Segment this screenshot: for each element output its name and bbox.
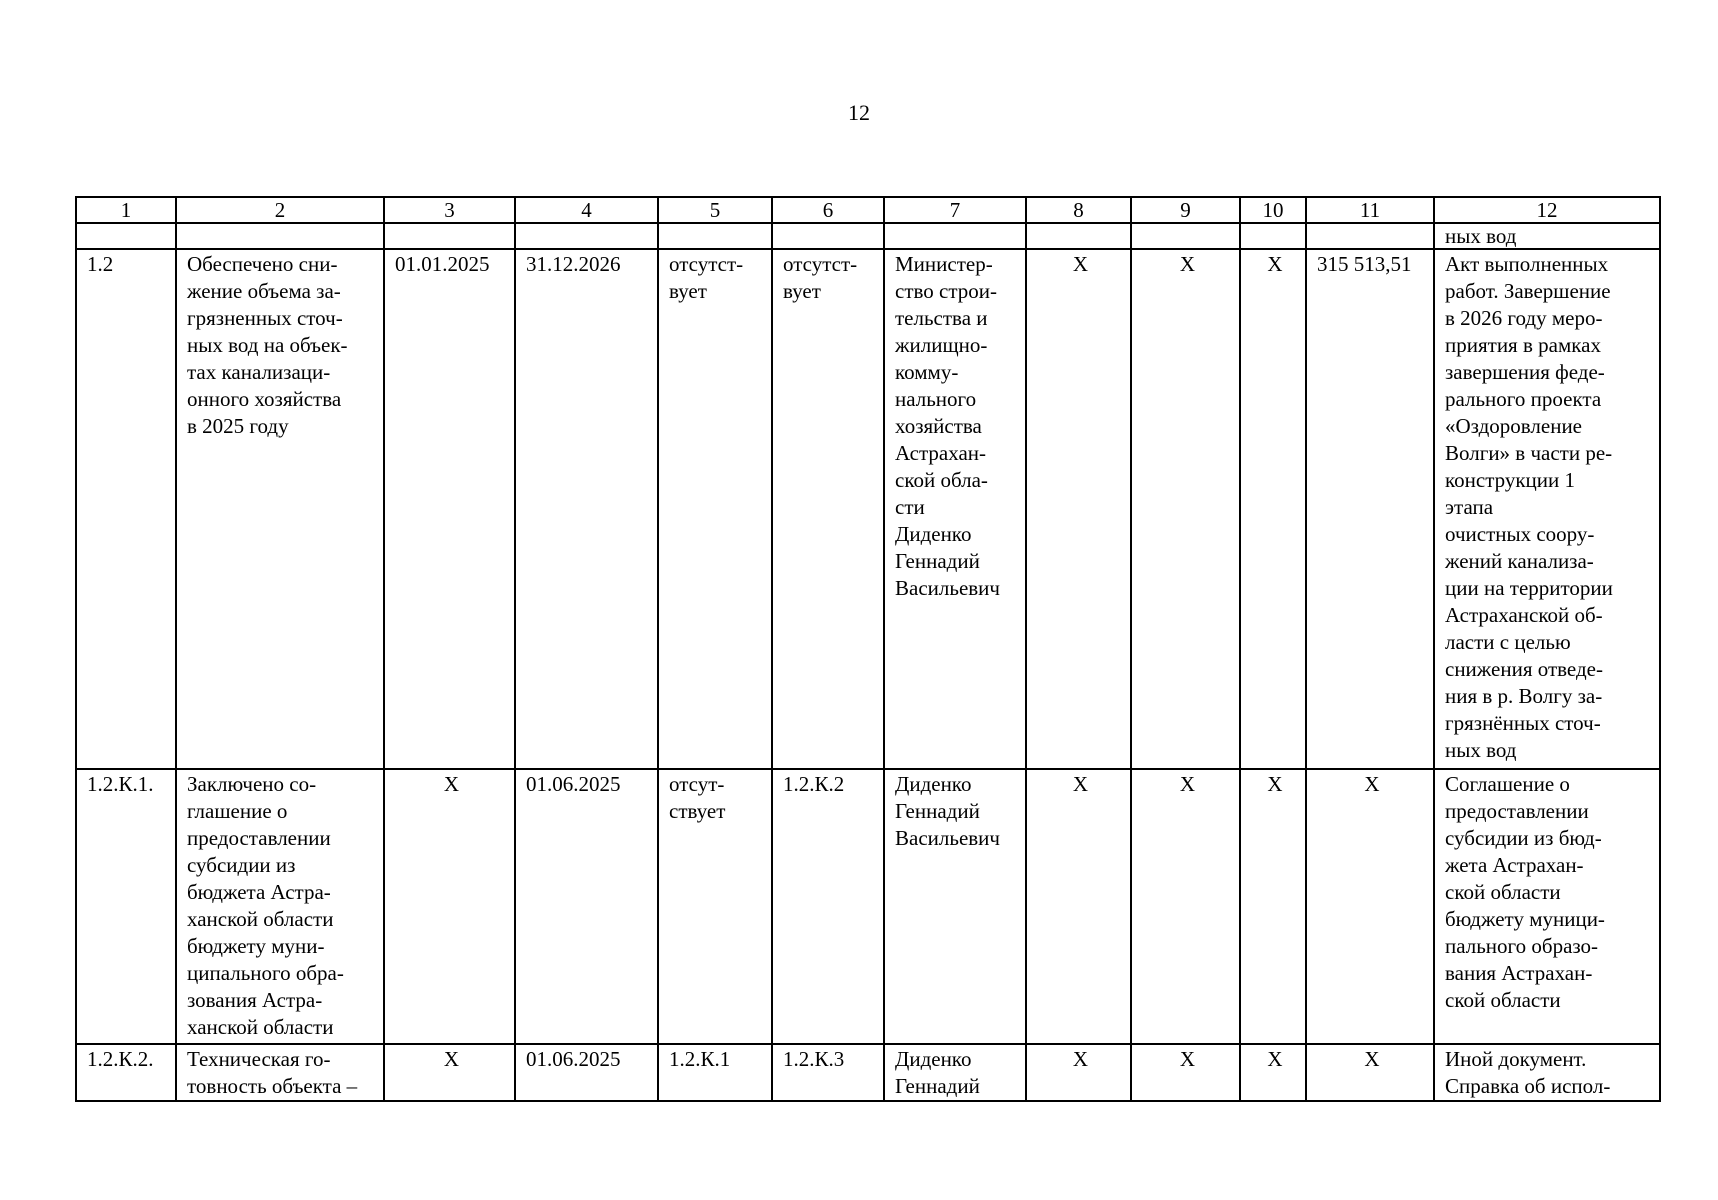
- result-description: Заключено со- глашение о предоставлении субсидии из бюджета Астра- ханской области бюджету муни- ципального обра- зования Астра- ханской области: [176, 769, 384, 1044]
- end-date: 01.06.2025: [515, 769, 658, 1044]
- table-cell: X: [1240, 1044, 1306, 1101]
- successor: 1.2.К.3: [772, 1044, 884, 1101]
- predecessor: отсут- ствует: [658, 769, 772, 1044]
- table-cell: X: [1240, 249, 1306, 769]
- amount: X: [1306, 769, 1434, 1044]
- result-description: Обеспечено сни- жение объема за- грязненных сточ- ных вод на объек- тах канализаци- онного хозяйства в 2025 году: [176, 249, 384, 769]
- table-cell: ных вод: [1434, 223, 1660, 249]
- table-cell: [384, 223, 515, 249]
- table-cell: X: [1131, 1044, 1240, 1101]
- table-header-row: [76, 197, 1660, 223]
- column-header: 12: [1434, 197, 1660, 223]
- table-cell: [1131, 223, 1240, 249]
- table-cell: [884, 223, 1026, 249]
- page-number: 12: [848, 100, 870, 125]
- table-cell: [1240, 223, 1306, 249]
- row-number: 1.2.К.1.: [76, 769, 176, 1044]
- table-cell: X: [1131, 249, 1240, 769]
- table-cell: [76, 223, 176, 249]
- column-header: 4: [515, 197, 658, 223]
- table-cell: X: [1026, 249, 1131, 769]
- table-cell: [772, 223, 884, 249]
- table-cell: [1026, 223, 1131, 249]
- column-header: 6: [772, 197, 884, 223]
- start-date: X: [384, 769, 515, 1044]
- predecessor: отсутст- вует: [658, 249, 772, 769]
- row-number: 1.2.К.2.: [76, 1044, 176, 1101]
- document-type: Акт выполненных работ. Завершение в 2026 году меро- приятия в рамках завершения феде- рального проекта «Оздоровление Волги» в части ре- конструкции 1 этапа очистных соору- жений канализа- ции на территории Астраханской об- ласти с целью снижения отведе- ния в р. Волгу за- грязнённых сточ- ных вод: [1434, 249, 1660, 769]
- successor: 1.2.К.2: [772, 769, 884, 1044]
- table-cell: X: [1026, 769, 1131, 1044]
- table-cell: X: [1026, 1044, 1131, 1101]
- predecessor: 1.2.К.1: [658, 1044, 772, 1101]
- table-cell: [1306, 223, 1434, 249]
- table-cell: [515, 223, 658, 249]
- column-header: 7: [884, 197, 1026, 223]
- amount: 315 513,51: [1306, 249, 1434, 769]
- column-header: 5: [658, 197, 772, 223]
- column-header: 10: [1240, 197, 1306, 223]
- start-date: 01.01.2025: [384, 249, 515, 769]
- end-date: 31.12.2026: [515, 249, 658, 769]
- responsible: Диденко Геннадий: [884, 1044, 1026, 1101]
- table-row: [76, 1044, 1660, 1101]
- column-header: 2: [176, 197, 384, 223]
- row-number: 1.2: [76, 249, 176, 769]
- successor: отсутст- вует: [772, 249, 884, 769]
- result-description: Техническая го- товность объекта –: [176, 1044, 384, 1101]
- continuation-row: [76, 223, 1660, 249]
- table-cell: X: [1240, 769, 1306, 1044]
- start-date: X: [384, 1044, 515, 1101]
- column-header: 9: [1131, 197, 1240, 223]
- column-header: 11: [1306, 197, 1434, 223]
- column-header: 1: [76, 197, 176, 223]
- column-header: 8: [1026, 197, 1131, 223]
- column-header: 3: [384, 197, 515, 223]
- table-row: [76, 769, 1660, 1044]
- table-cell: X: [1131, 769, 1240, 1044]
- responsible: Диденко Геннадий Васильевич: [884, 769, 1026, 1044]
- table-cell: [658, 223, 772, 249]
- responsible: Министер- ство строи- тельства и жилищно- комму- нального хозяйства Астрахан- ской обла- сти Диденко Геннадий Васильевич: [884, 249, 1026, 769]
- table-cell: [176, 223, 384, 249]
- document-type: Соглашение о предоставлении субсидии из бюд- жета Астрахан- ской области бюджету муници- пального образо- вания Астрахан- ской области: [1434, 769, 1660, 1044]
- end-date: 01.06.2025: [515, 1044, 658, 1101]
- document-type: Иной документ. Справка об испол-: [1434, 1044, 1660, 1101]
- table-row: [76, 249, 1660, 769]
- plan-table: [75, 196, 1661, 1102]
- amount: X: [1306, 1044, 1434, 1101]
